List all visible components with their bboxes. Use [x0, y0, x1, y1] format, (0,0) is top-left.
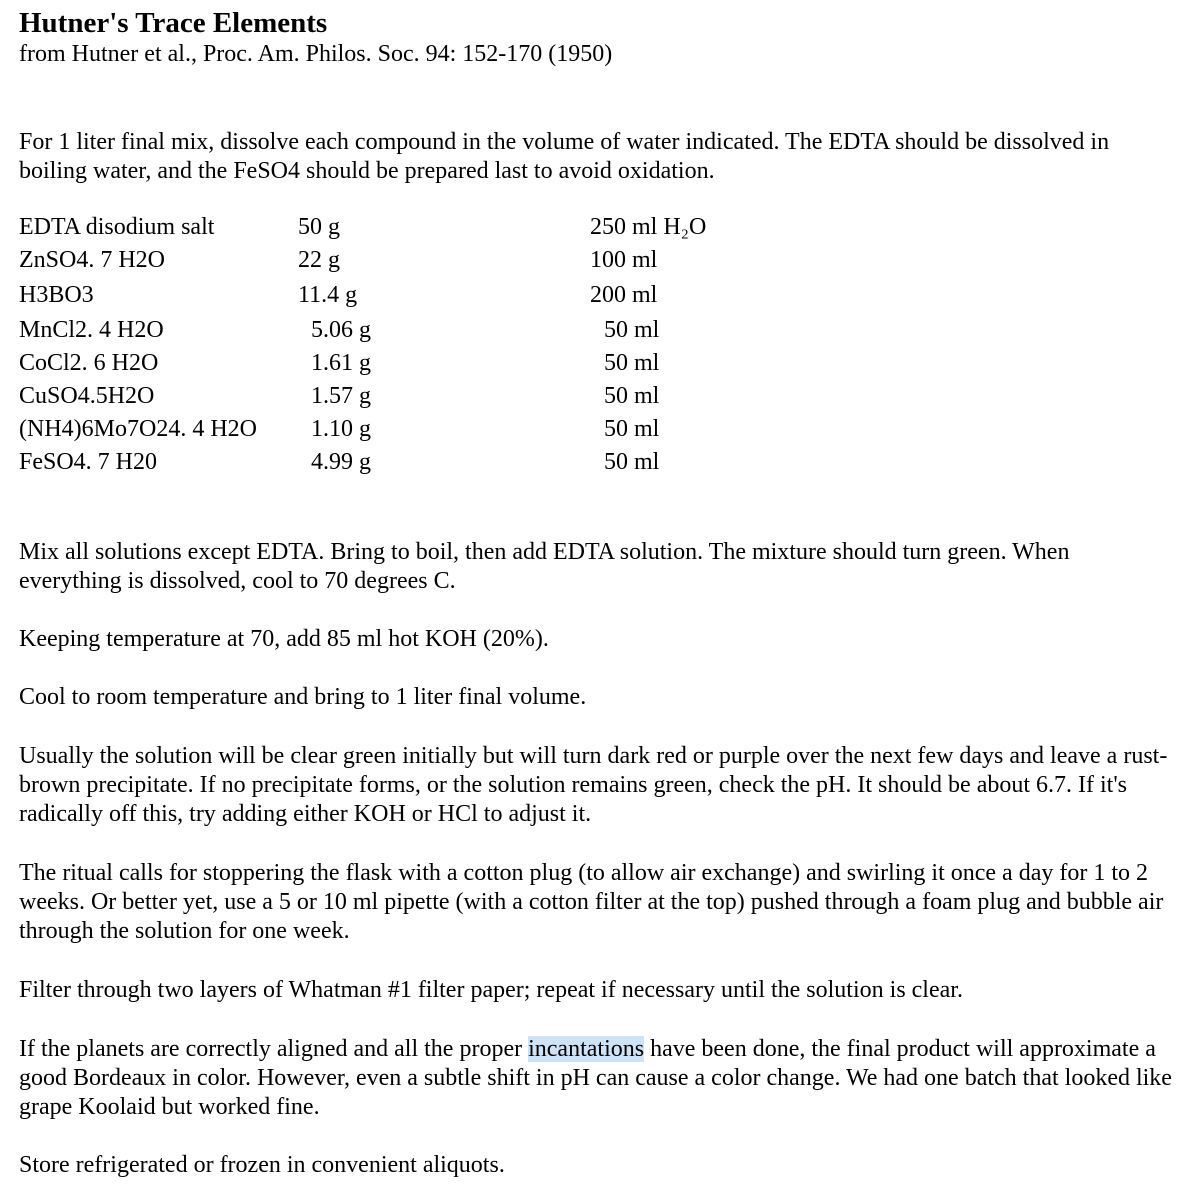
- reagent-volume: 50 ml: [604, 449, 660, 475]
- reagent-amount: 11.4 g: [298, 282, 358, 308]
- reagent-volume: 50 ml: [604, 350, 660, 376]
- document-title: Hutner's Trace Elements: [19, 7, 328, 39]
- reagent-row: [19, 278, 739, 317]
- filter-paragraph: Filter through two layers of Whatman #1 filter paper; repeat if necessary until the solution is clear.: [19, 977, 963, 1003]
- reagent-compound: MnCl2. 4 H2O: [19, 317, 164, 343]
- reagent-compound: CoCl2. 6 H2O: [19, 350, 159, 376]
- koh-paragraph: Keeping temperature at 70, add 85 ml hot KOH (20%).: [19, 626, 549, 652]
- reagent-compound: (NH4)6Mo7O24. 4 H2O: [19, 416, 257, 442]
- intro-paragraph: For 1 liter final mix, dissolve each compound in the volume of water indicated. The EDTA should be dissolved in boiling water, and the FeSO4 should be prepared last to avoid oxidation.: [19, 129, 1110, 184]
- reagent-compound: ZnSO4. 7 H2O: [19, 247, 166, 273]
- reagent-amount: 1.10 g: [311, 416, 371, 442]
- reagent-row: [19, 383, 739, 416]
- storage-paragraph: Store refrigerated or frozen in convenient aliquots.: [19, 1152, 505, 1178]
- reagent-amount: 4.99 g: [311, 449, 371, 475]
- reagent-amount: 1.61 g: [311, 350, 371, 376]
- reagent-amount: 1.57 g: [311, 383, 371, 409]
- observation-paragraph: Usually the solution will be clear green initially but will turn dark red or purple over the next few days and leave a rust-brown precipitate. If no precipitate forms, or the solution remains green, check the pH. It should be about 6.7. If it's radically off this, try adding either KOH or HCl to adjust it.: [19, 743, 1168, 827]
- selected-text-highlight[interactable]: incantations: [528, 1036, 645, 1062]
- reagent-row: [19, 350, 739, 383]
- color-paragraph: [19, 1035, 1174, 1122]
- reagent-compound: EDTA disodium salt: [19, 214, 215, 240]
- reagent-amount: 22 g: [298, 247, 340, 273]
- reagent-amount: 5.06 g: [311, 317, 371, 343]
- cool-paragraph: Cool to room temperature and bring to 1 liter final volume.: [19, 684, 587, 710]
- reagent-row: [19, 317, 739, 350]
- reagent-row: [19, 416, 739, 449]
- reagent-volume: 50 ml: [604, 383, 660, 409]
- color-paragraph-start: If the planets are correctly aligned and all the proper: [19, 1036, 529, 1062]
- reagent-table: [19, 214, 739, 482]
- reagent-volume: 200 ml: [590, 282, 658, 308]
- reagent-compound: FeSO4. 7 H20: [19, 449, 158, 475]
- reagent-volume: 100 ml: [590, 247, 658, 273]
- reagent-volume: 50 ml: [604, 416, 660, 442]
- mix-paragraph: Mix all solutions except EDTA. Bring to boil, then add EDTA solution. The mixture should turn green. When everything is dissolved, cool to 70 degrees C.: [19, 539, 1070, 594]
- reagent-row: [19, 247, 739, 278]
- reagent-row: [19, 214, 739, 247]
- reagent-compound: H3BO3: [19, 282, 94, 308]
- reagent-volume: 50 ml: [604, 317, 660, 343]
- reagent-volume: 250 ml H₂O: [590, 214, 707, 240]
- reagent-amount: 50 g: [298, 214, 340, 240]
- reagent-row: [19, 449, 739, 482]
- aeration-paragraph: The ritual calls for stoppering the flask with a cotton plug (to allow air exchange) and swirling it once a day for 1 to 2 weeks. Or better yet, use a 5 or 10 ml pipette (with a cotton filter at the top) pushed through a foam plug and bubble air through the solution for one week.: [19, 860, 1164, 944]
- color-paragraph-end: have been done, the final product will approximate a good Bordeaux in color. However, even a subtle shift in pH can cause a color change. We had one batch that looked like grape Koolaid but worked fine.: [19, 1036, 1172, 1120]
- reagent-compound: CuSO4.5H2O: [19, 383, 155, 409]
- document-citation: from Hutner et al., Proc. Am. Philos. Soc. 94: 152-170 (1950): [19, 41, 613, 67]
